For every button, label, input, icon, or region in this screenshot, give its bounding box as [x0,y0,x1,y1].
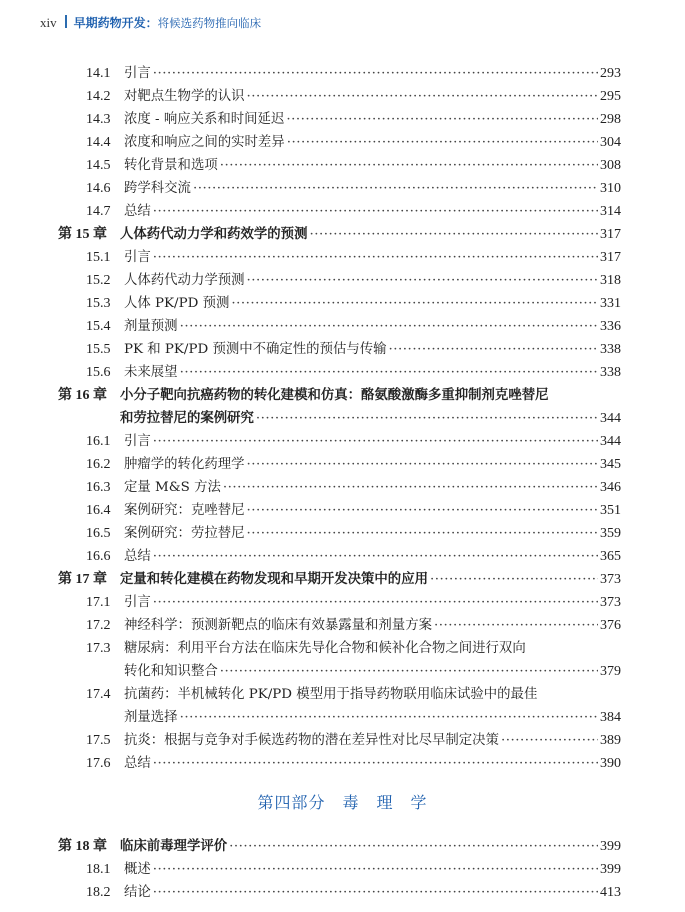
toc-chapter-16[interactable] [0,384,685,430]
section-number: 16.5 [86,526,111,541]
book-subtitle: 将候选药物推向临床 [157,16,262,30]
page-ref: 351 [600,503,621,518]
toc-entry-16-2[interactable] [0,453,685,476]
page-ref: 376 [600,618,621,633]
leader-dots [223,476,598,499]
section-number: 15.1 [86,250,111,265]
leader-dots [286,108,598,131]
page-ref: 304 [600,135,621,150]
leader-dots [287,131,598,154]
section-title: 案例研究：劳拉替尼 [124,526,245,541]
section-number: 17.1 [86,595,111,610]
toc-entry-17-1[interactable] [0,591,685,614]
leader-dots [153,62,598,85]
toc-entry-14-2[interactable] [0,85,685,108]
toc-entry-15-3[interactable] [0,292,685,315]
section-title: 引言 [124,66,151,81]
section-number: 17.4 [86,687,111,702]
page-ref: 373 [600,595,621,610]
leader-dots [180,706,598,729]
section-title: 概述 [124,862,151,877]
page-ref: 310 [600,181,621,196]
page-ref: 399 [600,862,621,877]
toc-entry-15-5[interactable] [0,338,685,361]
section-title: 引言 [124,595,151,610]
section-number: 17.2 [86,618,111,633]
toc-entry-14-7[interactable] [0,200,685,223]
leader-dots [220,154,598,177]
section-title: 总结 [124,549,151,564]
section-title: 引言 [124,250,151,265]
toc-chapter-18[interactable] [0,835,685,858]
toc-entry-14-3[interactable] [0,108,685,131]
section-title-line2: 转化和知识整合 [124,664,218,679]
section-number: 14.4 [86,135,111,150]
leader-dots [434,614,598,637]
toc-entry-18-1[interactable] [0,858,685,881]
section-title: 抗炎：根据与竞争对手候选药物的潜在差异性对比尽早制定决策 [124,733,499,748]
section-number: 14.6 [86,181,111,196]
table-of-contents [0,62,685,904]
section-number: 17.3 [86,641,111,656]
toc-entry-17-6[interactable] [0,752,685,775]
chapter-number: 第 16 章 [58,388,107,403]
chapter-number: 第 18 章 [58,839,107,854]
leader-dots [256,407,598,430]
part-heading: 第四部分 毒 理 学 [257,793,428,812]
leader-dots [153,881,598,904]
page-ref: 331 [600,296,621,311]
page-ref: 346 [600,480,621,495]
chapter-title-line2: 和劳拉替尼的案例研究 [120,410,254,426]
section-title-line2: 剂量选择 [124,710,178,725]
toc-entry-14-5[interactable] [0,154,685,177]
section-number: 15.5 [86,342,111,357]
page-ref: 308 [600,158,621,173]
leader-dots [309,223,598,246]
section-title: 总结 [124,756,151,771]
section-title: 总结 [124,204,151,219]
page-ref: 317 [600,250,621,265]
running-header [40,14,261,32]
leader-dots [153,591,598,614]
leader-dots [153,858,598,881]
section-title: 定量 M&S 方法 [124,480,221,495]
leader-dots [153,545,598,568]
section-number: 14.5 [86,158,111,173]
section-number: 17.5 [86,733,111,748]
section-title: 结论 [124,885,151,900]
section-number: 14.7 [86,204,111,219]
toc-entry-16-3[interactable] [0,476,685,499]
chapter-title: 人体药代动力学和药效学的预测 [120,226,308,242]
section-title: 未来展望 [124,365,178,380]
section-number: 15.3 [86,296,111,311]
page-ref: 399 [600,839,621,854]
header-divider [65,15,67,28]
section-title: 神经科学：预测新靶点的临床有效暴露量和剂量方案 [124,618,432,633]
page-ref: 344 [600,411,621,426]
section-title: 剂量预测 [124,319,178,334]
book-title: 早期药物开发： [73,16,158,30]
page-ref: 365 [600,549,621,564]
section-title: 案例研究：克唑替尼 [124,503,245,518]
page-ref: 359 [600,526,621,541]
page-ref: 389 [600,733,621,748]
leader-dots [220,660,598,683]
leader-dots [247,522,598,545]
page-ref: 298 [600,112,621,127]
page-ref: 384 [600,710,621,725]
leader-dots [247,269,598,292]
page-ref: 338 [600,365,621,380]
leader-dots [153,430,598,453]
section-number: 18.1 [86,862,111,877]
chapter-title-line1: 小分子靶向抗癌药物的转化建模和仿真：酪氨酸激酶多重抑制剂克唑替尼 [120,387,549,403]
leader-dots [153,752,598,775]
section-title: 跨学科交流 [124,181,191,196]
section-title: 对靶点生物学的认识 [124,89,245,104]
section-title-line1: 糖尿病：利用平台方法在临床先导化合物和候补化合物之间进行双向 [124,641,526,656]
page-ref: 345 [600,457,621,472]
toc-entry-15-6[interactable] [0,361,685,384]
toc-entry-16-4[interactable] [0,499,685,522]
section-title: PK 和 PK/PD 预测中不确定性的预估与传输 [124,342,387,357]
page-ref: 344 [600,434,621,449]
toc-entry-14-1[interactable] [0,62,685,85]
section-number: 16.6 [86,549,111,564]
section-title: 人体 PK/PD 预测 [124,296,230,311]
section-number: 15.4 [86,319,111,334]
leader-dots [501,729,598,752]
section-title: 转化背景和选项 [124,158,218,173]
toc-entry-17-4[interactable] [0,683,685,729]
leader-dots [229,835,598,858]
section-title: 人体药代动力学预测 [124,273,245,288]
page-ref: 336 [600,319,621,334]
toc-entry-17-3[interactable] [0,637,685,683]
leader-dots [247,85,598,108]
page-ref: 317 [600,227,621,242]
toc-entry-17-2[interactable] [0,614,685,637]
page-number: xiv [40,15,57,30]
page-ref: 373 [600,572,621,587]
page-ref: 314 [600,204,621,219]
page-ref: 318 [600,273,621,288]
page-ref: 293 [600,66,621,81]
toc-entry-14-6[interactable] [0,177,685,200]
leader-dots [231,292,598,315]
toc-entry-18-2[interactable] [0,881,685,904]
toc-chapter-15[interactable] [0,223,685,246]
page-ref: 379 [600,664,621,679]
toc-entry-15-4[interactable] [0,315,685,338]
leader-dots [193,177,598,200]
section-number: 17.6 [86,756,111,771]
section-number: 16.3 [86,480,111,495]
section-number: 15.2 [86,273,111,288]
toc-entry-14-4[interactable] [0,131,685,154]
chapter-number: 第 17 章 [58,572,107,587]
chapter-title: 临床前毒理学评价 [120,838,228,854]
section-number: 14.2 [86,89,111,104]
section-number: 15.6 [86,365,111,380]
chapter-number: 第 15 章 [58,227,107,242]
toc-entry-16-5[interactable] [0,522,685,545]
leader-dots [247,453,598,476]
leader-dots [153,200,598,223]
leader-dots [430,568,598,591]
section-title: 引言 [124,434,151,449]
leader-dots [180,315,598,338]
section-number: 14.3 [86,112,111,127]
page-ref: 338 [600,342,621,357]
section-number: 16.1 [86,434,111,449]
page-ref: 390 [600,756,621,771]
section-title: 浓度和响应之间的实时差异 [124,135,285,150]
toc-entry-15-1[interactable] [0,246,685,269]
section-number: 16.4 [86,503,111,518]
section-title: 肿瘤学的转化药理学 [124,457,245,472]
chapter-title: 定量和转化建模在药物发现和早期开发决策中的应用 [120,571,428,587]
toc-entry-15-2[interactable] [0,269,685,292]
leader-dots [153,246,598,269]
toc-entry-16-1[interactable] [0,430,685,453]
leader-dots [247,499,598,522]
section-number: 14.1 [86,66,111,81]
page-ref: 295 [600,89,621,104]
section-title: 浓度 - 响应关系和时间延迟 [124,112,285,127]
leader-dots [389,338,598,361]
section-number: 16.2 [86,457,111,472]
page-ref: 413 [600,885,621,900]
section-title-line1: 抗菌药：半机械转化 PK/PD 模型用于指导药物联用临床试验中的最佳 [124,687,538,702]
toc-entry-17-5[interactable] [0,729,685,752]
section-number: 18.2 [86,885,111,900]
toc-entry-16-6[interactable] [0,545,685,568]
leader-dots [180,361,598,384]
toc-chapter-17[interactable] [0,568,685,591]
